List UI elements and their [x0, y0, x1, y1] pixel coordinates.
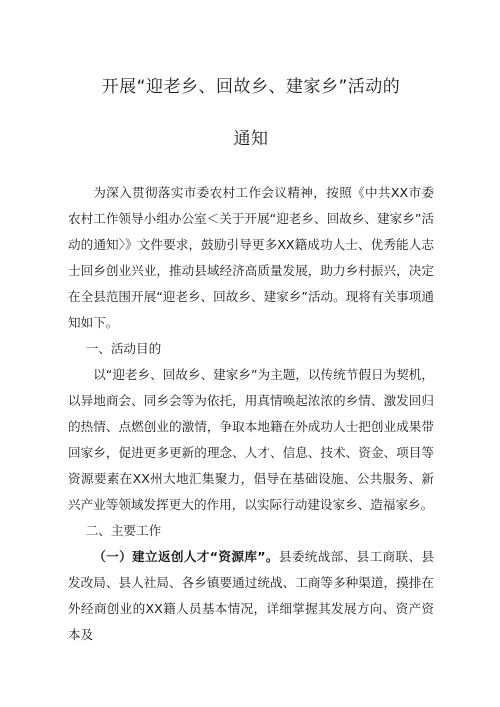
document-body [68, 180, 434, 648]
section-2-heading: 二、主要工作 [85, 523, 162, 538]
intro-paragraph: 为深入贯彻落实市委农村工作会议精神，按照《中共XX市委农村工作领导小组办公室＜关于开展“迎老乡、回故乡、建家乡”活动的通知〉》文件要求，鼓励引导更多XX籍成功人士、优秀能人志士回乡创业兴业，推动县域经济高质量发展，助力乡村振兴，决定在全县范围开展“迎老乡、回故乡、建家乡”活动。现将有关事项通知如下。 [68, 185, 434, 330]
section-2-item-1-text: 县委统战部、县工商联、县发改局、县人社局、各乡镇要通过统战、工商等多种渠道，摸排在外经商创业的XX籍人员基本情况，详细掌握其发展方向、资产资本及 [68, 549, 434, 642]
document-title-line-1: 开展“迎老乡、回故乡、建家乡”活动的 [101, 77, 401, 97]
document-title-line-2: 通知 [233, 129, 269, 149]
section-2-item-1-paragraph [68, 544, 434, 648]
section-1-heading: 一、活动目的 [85, 341, 162, 356]
section-1-paragraph: 以“迎老乡、回故乡、建家乡”为主题，以传统节假日为契机，以异地商会、同乡会等为依托，用真情唤起浓浓的乡情、激发回归的热情、点燃创业的激情，争取本地籍在外成功人士把创业成果带回家乡，促进更多更新的理念、人才、信息、技术、资金、项目等资源要素在XX州大地汇集聚力，倡导在基础设施、公共服务、新兴产业等领域发挥更大的作用，以实际行动建设家乡、造福家乡。 [68, 367, 434, 512]
section-2-item-1-lead: （一）建立返创人才“资源库”。 [93, 549, 279, 564]
